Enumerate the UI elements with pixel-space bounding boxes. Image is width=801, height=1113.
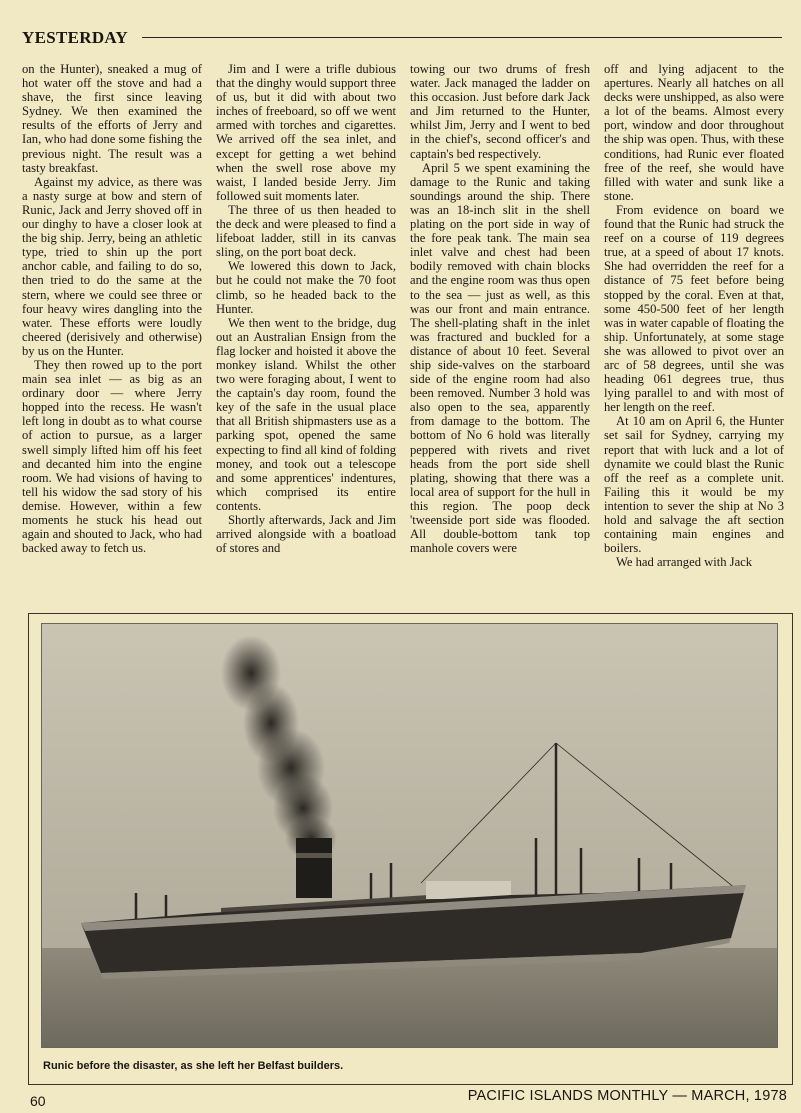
paragraph: Shortly afterwards, Jack and Jim arrived alongside with a boatload of stores and (216, 513, 396, 556)
paragraph: Jim and I were a trifle dubious that the dinghy would support three of us, but it did with about two inches of freeboard, so off we went armed with torches and cigarettes. We arrived off the sea inlet, and except for getting a wet behind when the swell rose above my waist, I landed beside Jerry. Jim followed suit moments later. (216, 62, 396, 203)
paragraph: The three of us then headed to the deck and were pleased to find a lifeboat ladder, still in its canvas sling, on the port boat deck. (216, 202, 396, 260)
photo-caption: Runic before the disaster, as she left her Belfast builders. (43, 1060, 344, 1072)
photo-figure (28, 613, 793, 1085)
column-3 (410, 62, 590, 612)
ship-photo (41, 623, 778, 1048)
section-header (22, 28, 782, 48)
page-number: 60 (30, 1093, 46, 1109)
header-rule (142, 37, 782, 38)
paragraph: From evidence on board we found that the Runic had struck the reef on a course of 119 degrees true, at a speed of about 17 knots. She had overridden the reef for a distance of 75 feet before being stopped by the coral. Even at that, some 450-500 feet of her length was in water capable of floating the ship. Unfortunately, at some stage she was allowed to pivot over an arc of 58 degrees, until she was heading 061 degrees true, thus lying parallel to and with most of her length on the reef. (604, 202, 784, 415)
paragraph: Against my advice, as there was a nasty surge at bow and stern of Runic, Jack and Jerry shoved off in our dinghy to have a closer look at the big ship. Jerry, being an athletic type, tried to shin up the port anchor cable, and failing to do so, then tried to do the same at the stern, where we could see three or four heavy wires dangling into the water. These efforts were loudly cheered (derisively and otherwise) by us on the Hunter. (22, 174, 202, 358)
publication-credit: PACIFIC ISLANDS MONTHLY — MARCH, 1978 (467, 1088, 787, 1104)
column-4 (604, 62, 784, 612)
section-title: YESTERDAY (22, 28, 128, 47)
paragraph: off and lying adjacent to the apertures. Nearly all hatches on all decks were unshipped, as also were a lot of the beams. Almost every port, window and door throughout the ship was open. Thus, with these conditions, had Runic ever floated free of the reef, she would have filled with water and sunk like a stone. (604, 62, 784, 203)
column-2 (216, 62, 396, 612)
column-1 (22, 62, 202, 612)
paragraph: on the Hunter), sneaked a mug of hot water off the stove and had a shave, the first since leaving Sydney. We then examined the results of the efforts of Jerry and Ian, who had done some fishing the previous night. The result was a tasty breakfast. (22, 62, 202, 175)
paragraph: April 5 we spent examining the damage to the Runic and taking soundings around the ship. There was an 18-inch slit in the shell plating on the port side in way of the fore peak tank. The main sea inlet valve and chest had been bodily removed with chain blocks and the engine room was thus open to the sea — just as well, as this was our front and main entrance. The shell-plating shaft in the inlet was fractured and buckled for a distance of about 10 feet. Several ship side-valves on the starboard side of the engine room had also been removed. Number 3 hold was also open to the sea, apparently from damage to the bottom. The bottom of No 6 hold was literally peppered with rivets and rivet heads from the port side shell plating, showing that there was a local area of support for the hull in this region. The poop deck 'tweenside port side was flooded. All double-bottom tank top manhole covers were (410, 160, 590, 556)
paragraph: We had arranged with Jack (616, 555, 753, 570)
paragraph: At 10 am on April 6, the Hunter set sail for Sydney, carrying my report that with luck and a lot of dynamite we could blast the Runic off the reef as a complete unit. Failing this it would be my intention to sever the ship at No 3 hold and salvage the aft section containing main engines and boilers. (604, 414, 784, 556)
funnel (296, 838, 332, 898)
paragraph: We then went to the bridge, dug out an Australian Ensign from the flag locker and hoisted it above the monkey island. Whilst the other two were foraging about, I went to the captain's day room, found the key of the safe in the usual place that all British shipmasters use as a parking spot, opened the same expecting to find all kind of folding money, and took out a telescope and some apprentices' indentures, which comprised its entire contents. (216, 315, 396, 513)
steamship-illustration (41, 623, 778, 1048)
paragraph: They then rowed up to the port main sea inlet — as big as an ordinary door — where Jerry hopped into the recess. He wasn't left long in doubt as to what course of action to pursue, as a larger swell simply lifted him off his feet and decanted him into the engine room. We had visions of having to tell his widow the sad story of his demise. However, within a few moments he stuck his head out again and shouted to Jack, who had backed away to fetch us. (22, 357, 202, 556)
paragraph: towing our two drums of fresh water. Jack managed the ladder on this occasion. Just before dark Jack and Jim returned to the Hunter, whilst Jim, Jerry and I went to bed in the chief's, second officer's and captain's bed respectively. (410, 62, 590, 161)
paragraph: We lowered this down to Jack, but he could not make the 70 foot climb, so he headed back to the Hunter. (216, 259, 396, 316)
article-body (22, 62, 792, 612)
